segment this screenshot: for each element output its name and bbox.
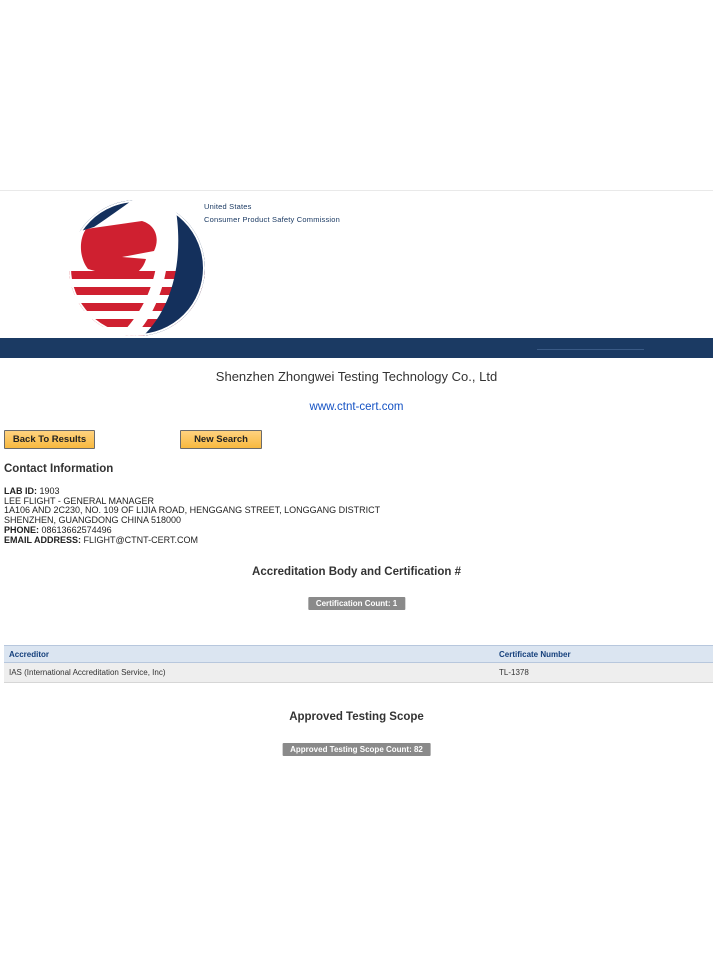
page-title: Shenzhen Zhongwei Testing Technology Co., Ltd: [215, 369, 498, 384]
contact-person: LEE FLIGHT - GENERAL MANAGER: [4, 495, 155, 506]
contact-information-block: [4, 487, 380, 545]
site-header-banner: [0, 190, 713, 341]
certification-count-badge: Certification Count: 1: [308, 597, 405, 610]
agency-name-line1: United States: [204, 202, 252, 211]
cell-certificate-number: TL-1378: [494, 663, 713, 683]
approved-testing-scope-count-badge: Approved Testing Scope Count: 82: [282, 743, 431, 756]
phone-label: PHONE:: [4, 524, 40, 535]
lab-id-label: LAB ID:: [4, 486, 37, 496]
email-row: [4, 536, 380, 546]
cpsc-seal-icon: [68, 199, 206, 337]
column-header-accreditor: Accreditor: [4, 646, 494, 663]
table-row: [4, 663, 713, 683]
email-label: EMAIL ADDRESS:: [4, 534, 82, 545]
table-header-row: [4, 646, 713, 663]
accreditation-heading: Accreditation Body and Certification #: [252, 566, 461, 578]
address-line-1: 1A106 AND 2C230, NO. 109 OF LIJIA ROAD, HENGGANG STREET, LONGGANG DISTRICT: [4, 505, 381, 516]
lab-website-link[interactable]: www.ctnt-cert.com: [309, 401, 404, 413]
agency-name: [204, 201, 340, 226]
navbar-accent-strip: [537, 349, 644, 350]
approved-testing-scope-heading: Approved Testing Scope: [289, 711, 424, 723]
lab-id-value: 1903: [39, 486, 60, 496]
primary-navbar: [0, 338, 713, 358]
contact-information-heading: Contact Information: [4, 463, 114, 475]
phone-value: 08613662574496: [41, 524, 112, 535]
column-header-certificate-number: Certificate Number: [494, 646, 713, 663]
cell-accreditor: IAS (International Accreditation Service, Inc): [4, 663, 494, 683]
accreditation-table: [4, 645, 713, 683]
new-search-button[interactable]: New Search: [180, 430, 262, 449]
address-line-2: SHENZHEN, GUANGDONG CHINA 518000: [4, 515, 182, 526]
email-value: FLIGHT@CTNT-CERT.COM: [83, 534, 198, 545]
agency-name-line2: Consumer Product Safety Commission: [204, 215, 341, 225]
back-to-results-button[interactable]: Back To Results: [4, 430, 95, 449]
